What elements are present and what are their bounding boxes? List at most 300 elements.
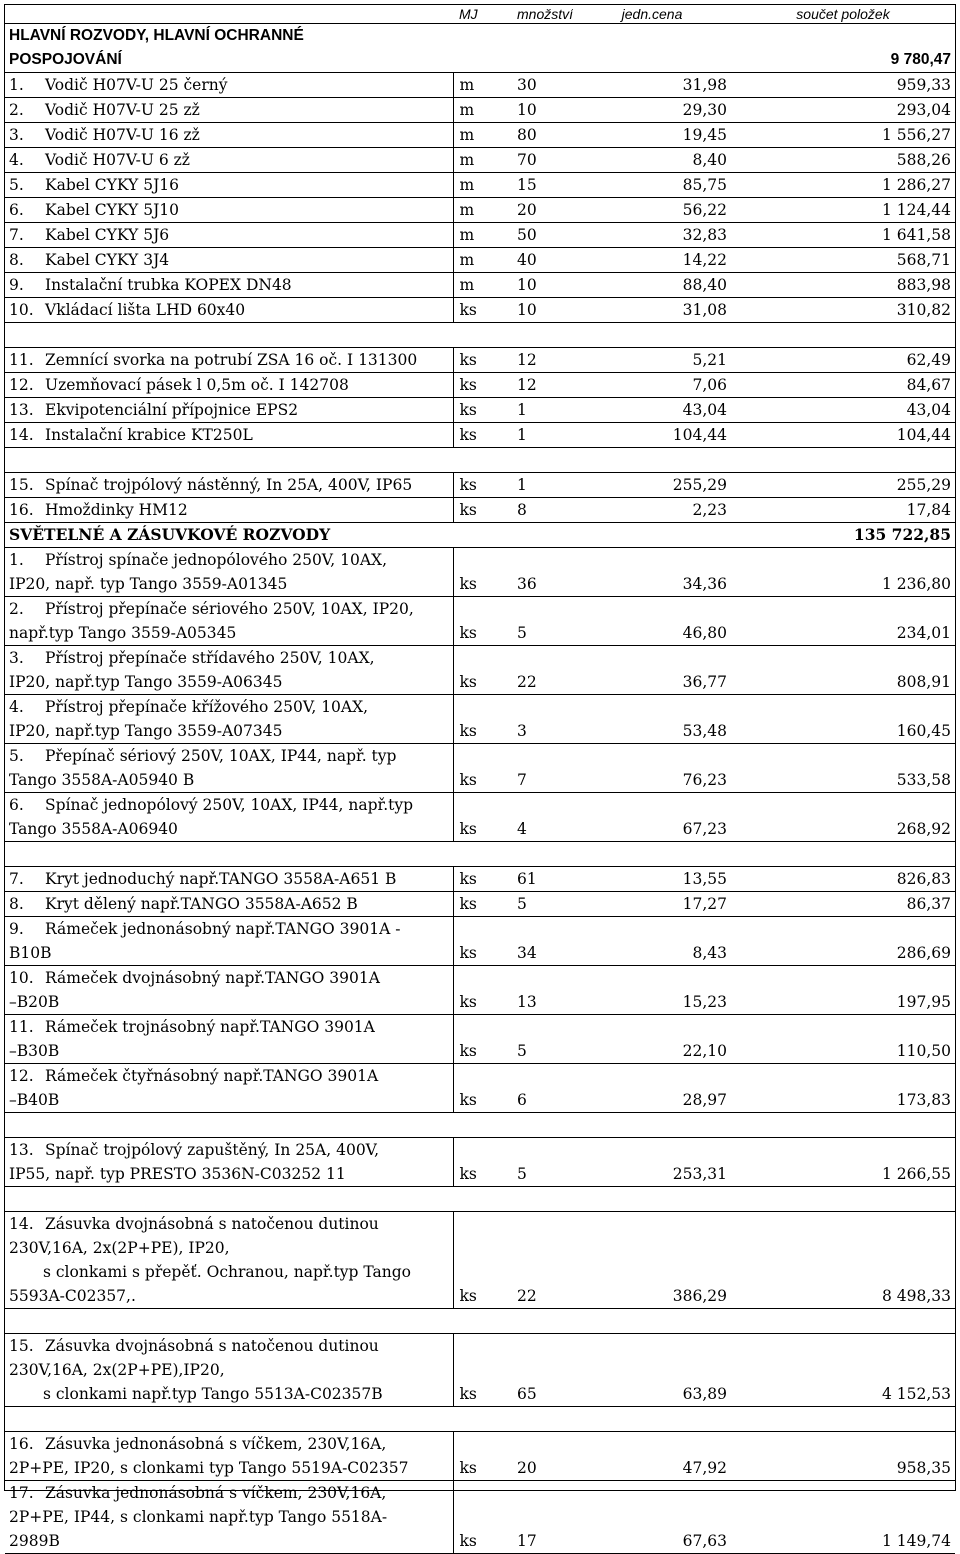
item-unit-price: 43,04 <box>573 398 731 423</box>
item-unit: ks <box>453 473 513 498</box>
item-number: 13. <box>9 401 34 419</box>
item-unit: ks <box>453 1138 513 1187</box>
description-text: Kryt jednoduchý např.TANGO 3558A-A651 B <box>45 870 397 888</box>
item-sum: 160,45 <box>731 695 955 744</box>
table-row <box>5 966 955 1015</box>
item-unit-price: 63,89 <box>573 1334 731 1407</box>
description-line <box>9 646 449 670</box>
item-unit-price: 8,43 <box>573 917 731 966</box>
item-sum: 1 149,74 <box>731 1481 955 1554</box>
spacer-cell <box>5 1113 955 1138</box>
item-sum: 826,83 <box>731 867 955 892</box>
table-row <box>5 198 955 223</box>
item-quantity: 4 <box>513 793 573 842</box>
header-desc <box>5 5 453 24</box>
item-sum: 1 124,44 <box>731 198 955 223</box>
item-sum: 1 236,80 <box>731 548 955 597</box>
item-description <box>5 597 453 646</box>
description-text: s clonkami s přepěť. Ochranou, např.typ Tango <box>43 1263 412 1281</box>
table-row <box>5 498 955 523</box>
item-unit: ks <box>453 373 513 398</box>
spacer-row <box>5 1407 955 1432</box>
table-row <box>5 423 955 448</box>
item-number: 16. <box>9 501 34 519</box>
item-description <box>5 98 453 123</box>
description-line <box>9 1162 449 1186</box>
section-title: POSPOJOVÁNÍ <box>5 48 731 73</box>
description-line <box>9 719 449 743</box>
item-number: 9. <box>9 276 24 294</box>
item-description <box>5 1138 453 1187</box>
item-unit: m <box>453 273 513 298</box>
spacer-row <box>5 1187 955 1212</box>
description-text: Ekvipotenciální přípojnice EPS2 <box>45 401 299 419</box>
price-table <box>5 5 955 1554</box>
description-text: Rámeček trojnásobný např.TANGO 3901A <box>45 1018 375 1036</box>
item-unit-price: 386,29 <box>573 1212 731 1309</box>
item-number: 17. <box>9 1484 34 1502</box>
item-number: 15. <box>9 1337 34 1355</box>
item-number: 10. <box>9 969 34 987</box>
description-line <box>9 273 449 297</box>
description-line <box>9 1236 449 1260</box>
item-unit-price: 17,27 <box>573 892 731 917</box>
section-total: 9 780,47 <box>731 48 955 73</box>
section-title-row <box>5 24 955 49</box>
section-title-row <box>5 48 955 73</box>
item-unit-price: 67,23 <box>573 793 731 842</box>
item-unit: ks <box>453 498 513 523</box>
description-text: Rámeček jednonásobný např.TANGO 3901A - <box>45 920 401 938</box>
table-row <box>5 273 955 298</box>
description-text: Přepínač sériový 250V, 10AX, IP44, např. typ <box>45 747 397 765</box>
table-row <box>5 123 955 148</box>
item-description <box>5 223 453 248</box>
item-unit: ks <box>453 1212 513 1309</box>
item-sum: 808,91 <box>731 646 955 695</box>
description-line <box>9 1284 449 1308</box>
item-sum: 959,33 <box>731 73 955 98</box>
item-quantity: 70 <box>513 148 573 173</box>
description-line <box>9 990 449 1014</box>
table-row <box>5 298 955 323</box>
item-description <box>5 744 453 793</box>
table-row <box>5 148 955 173</box>
item-unit: ks <box>453 1432 513 1481</box>
item-unit-price: 5,21 <box>573 348 731 373</box>
item-sum: 286,69 <box>731 917 955 966</box>
item-quantity: 10 <box>513 273 573 298</box>
description-text: B10B <box>9 944 52 962</box>
description-text: s clonkami např.typ Tango 5513A-C02357B <box>43 1385 383 1403</box>
description-line <box>9 917 449 941</box>
item-unit-price: 8,40 <box>573 148 731 173</box>
item-description <box>5 473 453 498</box>
description-text: Vodič H07V-U 16 zž <box>45 126 200 144</box>
item-quantity: 40 <box>513 248 573 273</box>
description-line <box>9 1505 449 1529</box>
item-unit: ks <box>453 646 513 695</box>
spacer-cell <box>5 842 955 867</box>
item-description <box>5 348 453 373</box>
item-unit: ks <box>453 1334 513 1407</box>
item-unit-price: 47,92 <box>573 1432 731 1481</box>
description-line <box>9 867 449 891</box>
item-sum: 310,82 <box>731 298 955 323</box>
table-row <box>5 1334 955 1407</box>
description-line <box>9 148 449 172</box>
description-text: Kabel CYKY 5J6 <box>45 226 170 244</box>
spacer-cell <box>5 1309 955 1334</box>
description-line <box>9 1088 449 1112</box>
item-description <box>5 1432 453 1481</box>
description-line <box>9 98 449 122</box>
item-sum: 8 498,33 <box>731 1212 955 1309</box>
item-unit-price: 32,83 <box>573 223 731 248</box>
item-sum: 43,04 <box>731 398 955 423</box>
item-number: 8. <box>9 895 24 913</box>
item-quantity: 3 <box>513 695 573 744</box>
item-unit-price: 56,22 <box>573 198 731 223</box>
table-row <box>5 398 955 423</box>
description-line <box>9 817 449 841</box>
item-unit: m <box>453 248 513 273</box>
item-unit-price: 31,08 <box>573 298 731 323</box>
item-unit: ks <box>453 1064 513 1113</box>
item-sum: 958,35 <box>731 1432 955 1481</box>
table-row <box>5 1138 955 1187</box>
table-row <box>5 548 955 597</box>
spacer-row <box>5 323 955 348</box>
description-text: Kryt dělený např.TANGO 3558A-A652 B <box>45 895 358 913</box>
item-number: 13. <box>9 1141 34 1159</box>
item-quantity: 22 <box>513 1212 573 1309</box>
description-text: IP55, např. typ PRESTO 3536N-C03252 11 <box>9 1165 346 1183</box>
item-quantity: 15 <box>513 173 573 198</box>
item-description <box>5 793 453 842</box>
description-text: 2989B <box>9 1532 60 1550</box>
table-row <box>5 73 955 98</box>
description-text: 2P+PE, IP44, s clonkami např.typ Tango 5518A- <box>9 1508 388 1526</box>
description-line <box>9 892 449 916</box>
item-description <box>5 917 453 966</box>
table-row <box>5 917 955 966</box>
item-number: 11. <box>9 351 34 369</box>
item-sum: 86,37 <box>731 892 955 917</box>
item-description <box>5 123 453 148</box>
item-unit-price: 76,23 <box>573 744 731 793</box>
item-description <box>5 966 453 1015</box>
description-line <box>9 793 449 817</box>
description-text: Vkládací lišta LHD 60x40 <box>45 301 246 319</box>
item-unit: ks <box>453 423 513 448</box>
item-description <box>5 73 453 98</box>
item-unit-price: 19,45 <box>573 123 731 148</box>
description-text: Vodič H07V-U 25 zž <box>45 101 200 119</box>
item-number: 4. <box>9 151 24 169</box>
item-description <box>5 173 453 198</box>
table-row <box>5 1212 955 1309</box>
item-quantity: 8 <box>513 498 573 523</box>
description-text: Hmoždinky HM12 <box>45 501 188 519</box>
description-line <box>9 1382 449 1406</box>
item-number: 6. <box>9 201 24 219</box>
item-unit-price: 31,98 <box>573 73 731 98</box>
description-text: IP20, např.typ Tango 3559-A06345 <box>9 673 283 691</box>
description-text: Přístroj přepínače křížového 250V, 10AX, <box>45 698 369 716</box>
item-number: 12. <box>9 1067 34 1085</box>
description-text: Zásuvka dvojnásobná s natočenou dutinou <box>45 1215 379 1233</box>
item-sum: 255,29 <box>731 473 955 498</box>
item-quantity: 22 <box>513 646 573 695</box>
description-line <box>9 1334 449 1358</box>
item-quantity: 6 <box>513 1064 573 1113</box>
description-text: –B20B <box>9 993 60 1011</box>
item-number: 14. <box>9 1215 34 1233</box>
header-quantity: množství <box>513 5 573 24</box>
table-row <box>5 473 955 498</box>
item-number: 1. <box>9 76 24 94</box>
item-number: 6. <box>9 796 24 814</box>
description-line <box>9 1039 449 1063</box>
item-unit-price: 22,10 <box>573 1015 731 1064</box>
table-row <box>5 1015 955 1064</box>
item-unit-price: 85,75 <box>573 173 731 198</box>
item-unit-price: 104,44 <box>573 423 731 448</box>
description-text: Přístroj přepínače sériového 250V, 10AX, IP20, <box>45 600 414 618</box>
item-number: 12. <box>9 376 34 394</box>
description-line <box>9 1064 449 1088</box>
description-text: 2P+PE, IP20, s clonkami typ Tango 5519A-C02357 <box>9 1459 409 1477</box>
item-number: 15. <box>9 476 34 494</box>
item-number: 5. <box>9 747 24 765</box>
description-text: 230V,16A, 2x(2P+PE), IP20, <box>9 1239 230 1257</box>
description-text: Zásuvka dvojnásobná s natočenou dutinou <box>45 1337 379 1355</box>
item-description <box>5 646 453 695</box>
item-quantity: 5 <box>513 1138 573 1187</box>
item-quantity: 80 <box>513 123 573 148</box>
description-text: Přístroj spínače jednopólového 250V, 10AX, <box>45 551 388 569</box>
item-quantity: 36 <box>513 548 573 597</box>
price-sheet <box>4 4 956 1550</box>
item-quantity: 34 <box>513 917 573 966</box>
item-quantity: 13 <box>513 966 573 1015</box>
item-unit: m <box>453 173 513 198</box>
description-text: Vodič H07V-U 25 černý <box>45 76 228 94</box>
item-sum: 4 152,53 <box>731 1334 955 1407</box>
item-unit: ks <box>453 548 513 597</box>
description-text: –B40B <box>9 1091 60 1109</box>
item-description <box>5 1064 453 1113</box>
item-unit: ks <box>453 348 513 373</box>
item-sum: 17,84 <box>731 498 955 523</box>
item-unit-price: 15,23 <box>573 966 731 1015</box>
item-number: 2. <box>9 101 24 119</box>
item-description <box>5 373 453 398</box>
item-description <box>5 273 453 298</box>
item-number: 11. <box>9 1018 34 1036</box>
description-text: Spínač jednopólový 250V, 10AX, IP44, např.typ <box>45 796 414 814</box>
item-unit: ks <box>453 793 513 842</box>
item-unit: ks <box>453 597 513 646</box>
description-text: Uzemňovací pásek l 0,5m oč. I 142708 <box>45 376 349 394</box>
item-description <box>5 1015 453 1064</box>
description-line <box>9 597 449 621</box>
item-quantity: 10 <box>513 98 573 123</box>
item-description <box>5 867 453 892</box>
item-quantity: 20 <box>513 1432 573 1481</box>
item-quantity: 30 <box>513 73 573 98</box>
description-text: Tango 3558A-A05940 B <box>9 771 195 789</box>
description-text: Zásuvka jednonásobná s víčkem, 230V,16A, <box>45 1484 387 1502</box>
spacer-cell <box>5 323 955 348</box>
description-text: Přístroj přepínače střídavého 250V, 10AX, <box>45 649 375 667</box>
description-text: Spínač trojpólový nástěnný, In 25A, 400V, IP65 <box>45 476 413 494</box>
item-description <box>5 1334 453 1407</box>
item-quantity: 20 <box>513 198 573 223</box>
description-text: Rámeček dvojnásobný např.TANGO 3901A <box>45 969 380 987</box>
description-line <box>9 1481 449 1505</box>
item-number: 14. <box>9 426 34 444</box>
item-unit: ks <box>453 1481 513 1554</box>
description-line <box>9 1432 449 1456</box>
description-line <box>9 744 449 768</box>
item-quantity: 5 <box>513 892 573 917</box>
item-unit-price: 36,77 <box>573 646 731 695</box>
item-description <box>5 695 453 744</box>
item-description <box>5 548 453 597</box>
description-text: Zemnící svorka na potrubí ZSA 16 oč. I 131300 <box>45 351 418 369</box>
description-line <box>9 1260 449 1284</box>
item-quantity: 1 <box>513 398 573 423</box>
item-quantity: 17 <box>513 1481 573 1554</box>
description-line <box>9 423 449 447</box>
item-unit-price: 255,29 <box>573 473 731 498</box>
item-quantity: 10 <box>513 298 573 323</box>
item-unit-price: 14,22 <box>573 248 731 273</box>
item-description <box>5 892 453 917</box>
item-unit-price: 46,80 <box>573 597 731 646</box>
item-sum: 84,67 <box>731 373 955 398</box>
item-sum: 268,92 <box>731 793 955 842</box>
description-text: Kabel CYKY 5J16 <box>45 176 180 194</box>
table-row <box>5 1481 955 1554</box>
table-row <box>5 646 955 695</box>
item-description <box>5 248 453 273</box>
description-line <box>9 695 449 719</box>
description-text: 5593A-C02357,. <box>9 1287 136 1305</box>
description-line <box>9 670 449 694</box>
description-text: 230V,16A, 2x(2P+PE),IP20, <box>9 1361 225 1379</box>
description-line <box>9 173 449 197</box>
item-unit: ks <box>453 398 513 423</box>
item-unit: m <box>453 223 513 248</box>
table-row <box>5 695 955 744</box>
item-quantity: 1 <box>513 473 573 498</box>
column-header-row <box>5 5 955 24</box>
description-text: IP20, např.typ Tango 3559-A07345 <box>9 722 283 740</box>
item-unit: m <box>453 73 513 98</box>
item-quantity: 5 <box>513 1015 573 1064</box>
item-number: 2. <box>9 600 24 618</box>
spacer-row <box>5 842 955 867</box>
item-unit-price: 253,31 <box>573 1138 731 1187</box>
description-line <box>9 123 449 147</box>
header-total: součet položek <box>731 5 955 24</box>
description-line <box>9 373 449 397</box>
table-row <box>5 597 955 646</box>
table-row <box>5 373 955 398</box>
table-row <box>5 744 955 793</box>
item-sum: 1 286,27 <box>731 173 955 198</box>
table-row <box>5 867 955 892</box>
item-quantity: 12 <box>513 373 573 398</box>
item-sum: 1 266,55 <box>731 1138 955 1187</box>
item-sum: 883,98 <box>731 273 955 298</box>
description-line <box>9 398 449 422</box>
item-unit: ks <box>453 917 513 966</box>
section-title: HLAVNÍ ROZVODY, HLAVNÍ OCHRANNÉ <box>9 27 304 44</box>
item-number: 16. <box>9 1435 34 1453</box>
description-line <box>9 473 449 497</box>
item-unit-price: 34,36 <box>573 548 731 597</box>
description-line <box>9 1212 449 1236</box>
item-description <box>5 1481 453 1554</box>
description-text: Tango 3558A-A06940 <box>9 820 178 838</box>
item-description <box>5 398 453 423</box>
item-number: 4. <box>9 698 24 716</box>
item-unit-price: 29,30 <box>573 98 731 123</box>
description-line <box>9 223 449 247</box>
table-row <box>5 1064 955 1113</box>
item-sum: 533,58 <box>731 744 955 793</box>
description-line <box>9 248 449 272</box>
item-description <box>5 423 453 448</box>
description-line <box>9 768 449 792</box>
description-text: Kabel CYKY 5J10 <box>45 201 180 219</box>
item-unit: m <box>453 123 513 148</box>
item-unit-price: 88,40 <box>573 273 731 298</box>
description-line <box>9 73 449 97</box>
description-text: Instalační trubka KOPEX DN48 <box>45 276 292 294</box>
table-row <box>5 348 955 373</box>
item-unit-price: 7,06 <box>573 373 731 398</box>
spacer-cell <box>5 1407 955 1432</box>
description-text: Kabel CYKY 3J4 <box>45 251 170 269</box>
header-mj: MJ <box>453 5 513 24</box>
header-unit-price: jedn.cena <box>573 5 731 24</box>
item-quantity: 65 <box>513 1334 573 1407</box>
item-unit: ks <box>453 966 513 1015</box>
item-sum: 197,95 <box>731 966 955 1015</box>
table-row <box>5 793 955 842</box>
item-quantity: 7 <box>513 744 573 793</box>
spacer-cell <box>5 1187 955 1212</box>
item-unit-price: 53,48 <box>573 695 731 744</box>
description-text: Spínač trojpólový zapuštěný, In 25A, 400V, <box>45 1141 380 1159</box>
table-row <box>5 892 955 917</box>
item-number: 3. <box>9 126 24 144</box>
item-sum: 173,83 <box>731 1064 955 1113</box>
table-row <box>5 223 955 248</box>
item-description <box>5 498 453 523</box>
description-line <box>9 198 449 222</box>
item-unit: m <box>453 198 513 223</box>
item-unit: ks <box>453 744 513 793</box>
spacer-cell <box>5 448 955 473</box>
table-row <box>5 173 955 198</box>
description-text: Rámeček čtyřnásobný např.TANGO 3901A <box>45 1067 379 1085</box>
